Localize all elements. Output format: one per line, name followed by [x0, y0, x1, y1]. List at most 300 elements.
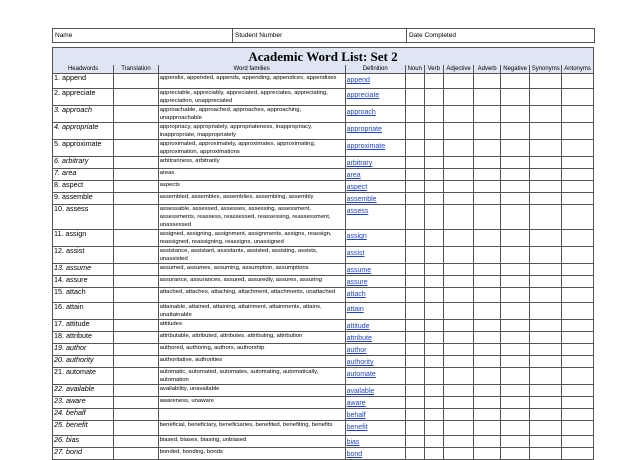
- negative-cell[interactable]: [500, 320, 530, 332]
- adjective-cell[interactable]: [443, 181, 474, 193]
- synonyms-cell[interactable]: [530, 123, 562, 140]
- translation-cell[interactable]: [114, 288, 158, 303]
- definition-link[interactable]: available: [346, 388, 375, 395]
- definition-cell: [345, 230, 405, 247]
- antonyms-cell[interactable]: [562, 276, 594, 288]
- noun-cell[interactable]: [405, 344, 424, 356]
- translation-cell[interactable]: [114, 89, 158, 106]
- translation-cell[interactable]: [114, 205, 158, 230]
- column-header-adjective: Adjective: [443, 65, 474, 74]
- definition-link[interactable]: assume: [346, 267, 372, 274]
- verb-cell[interactable]: [424, 385, 443, 397]
- antonyms-cell[interactable]: [562, 397, 594, 409]
- negative-cell[interactable]: [500, 205, 530, 230]
- negative-cell[interactable]: [500, 264, 530, 276]
- definition-link[interactable]: appreciate: [346, 92, 380, 99]
- noun-cell[interactable]: [405, 356, 424, 368]
- noun-cell[interactable]: [405, 409, 424, 421]
- synonyms-cell[interactable]: [530, 356, 562, 368]
- adjective-cell[interactable]: [443, 409, 474, 421]
- translation-cell[interactable]: [114, 332, 158, 344]
- column-header-word-families: Word families: [158, 65, 345, 74]
- verb-cell[interactable]: [424, 247, 443, 264]
- definition-link[interactable]: attach: [346, 291, 366, 298]
- adjective-cell[interactable]: [443, 368, 474, 385]
- adverb-cell[interactable]: [474, 181, 500, 193]
- synonyms-cell[interactable]: [530, 89, 562, 106]
- column-header-negative: Negative: [500, 65, 530, 74]
- column-header-antonyms: Antonyms: [562, 65, 594, 74]
- verb-cell[interactable]: [424, 169, 443, 181]
- definition-link[interactable]: append: [346, 77, 370, 84]
- negative-cell[interactable]: [500, 276, 530, 288]
- negative-cell[interactable]: [500, 106, 530, 123]
- word-families-cell: authored, authoring, authors, authorship: [158, 344, 345, 356]
- adjective-cell[interactable]: [443, 276, 474, 288]
- verb-cell[interactable]: [424, 332, 443, 344]
- definition-link[interactable]: attain: [346, 306, 364, 313]
- definition-cell: [345, 276, 405, 288]
- verb-cell[interactable]: [424, 288, 443, 303]
- noun-cell[interactable]: [405, 264, 424, 276]
- translation-cell[interactable]: [114, 181, 158, 193]
- adverb-cell[interactable]: [474, 205, 500, 230]
- translation-cell[interactable]: [114, 409, 158, 421]
- adjective-cell[interactable]: [443, 436, 474, 448]
- antonyms-cell[interactable]: [562, 409, 594, 421]
- verb-cell[interactable]: [424, 205, 443, 230]
- noun-cell[interactable]: [405, 205, 424, 230]
- noun-cell[interactable]: [405, 247, 424, 264]
- headword-cell: 1. append: [53, 74, 114, 89]
- noun-cell[interactable]: [405, 332, 424, 344]
- headword-cell: 15. attach: [53, 288, 114, 303]
- synonyms-cell[interactable]: [530, 288, 562, 303]
- noun-cell[interactable]: [405, 106, 424, 123]
- synonyms-cell[interactable]: [530, 264, 562, 276]
- synonyms-cell[interactable]: [530, 181, 562, 193]
- antonyms-cell[interactable]: [562, 368, 594, 385]
- definition-link[interactable]: area: [346, 172, 361, 179]
- negative-cell[interactable]: [500, 157, 530, 169]
- word-families-cell: approachable, approached, approaches, approaching, unapproachable: [158, 106, 345, 123]
- verb-cell[interactable]: [424, 123, 443, 140]
- definition-cell: [345, 320, 405, 332]
- antonyms-cell[interactable]: [562, 157, 594, 169]
- negative-cell[interactable]: [500, 421, 530, 436]
- negative-cell[interactable]: [500, 288, 530, 303]
- adverb-cell[interactable]: [474, 448, 500, 460]
- word-families-cell: assumed, assumes, assuming, assumption, assumptions: [158, 264, 345, 276]
- synonyms-cell[interactable]: [530, 409, 562, 421]
- antonyms-cell[interactable]: [562, 89, 594, 106]
- adjective-cell[interactable]: [443, 123, 474, 140]
- headword-cell: 16. attain: [53, 303, 114, 320]
- word-families-cell: areas: [158, 169, 345, 181]
- date-completed-field[interactable]: Date Completed: [407, 29, 595, 43]
- verb-cell[interactable]: [424, 320, 443, 332]
- noun-cell[interactable]: [405, 320, 424, 332]
- adverb-cell[interactable]: [474, 288, 500, 303]
- definition-link[interactable]: bond: [346, 451, 363, 458]
- word-families-cell: assessable, assessed, assesses, assessing, assessment, assessments, reassess, reassessed, reassessing, reassessment, unassessed: [158, 205, 345, 230]
- page-title: Academic Word List: Set 2: [53, 48, 594, 66]
- adjective-cell[interactable]: [443, 421, 474, 436]
- noun-cell[interactable]: [405, 397, 424, 409]
- adverb-cell[interactable]: [474, 344, 500, 356]
- antonyms-cell[interactable]: [562, 106, 594, 123]
- adverb-cell[interactable]: [474, 169, 500, 181]
- adverb-cell[interactable]: [474, 385, 500, 397]
- negative-cell[interactable]: [500, 169, 530, 181]
- table-row: [53, 448, 594, 460]
- adverb-cell[interactable]: [474, 276, 500, 288]
- adjective-cell[interactable]: [443, 74, 474, 89]
- antonyms-cell[interactable]: [562, 264, 594, 276]
- antonyms-cell[interactable]: [562, 421, 594, 436]
- table-row: [53, 368, 594, 385]
- verb-cell[interactable]: [424, 74, 443, 89]
- verb-cell[interactable]: [424, 303, 443, 320]
- column-header-noun: Noun: [405, 65, 424, 74]
- table-row: [53, 123, 594, 140]
- name-field[interactable]: Name: [53, 29, 233, 43]
- antonyms-cell[interactable]: [562, 205, 594, 230]
- definition-link[interactable]: assist: [346, 250, 365, 257]
- noun-cell[interactable]: [405, 193, 424, 205]
- word-families-cell: attitudes: [158, 320, 345, 332]
- word-families-cell: authoritative, authorities: [158, 356, 345, 368]
- noun-cell[interactable]: [405, 276, 424, 288]
- adjective-cell[interactable]: [443, 193, 474, 205]
- synonyms-cell[interactable]: [530, 247, 562, 264]
- synonyms-cell[interactable]: [530, 385, 562, 397]
- table-row: [53, 288, 594, 303]
- definition-cell: [345, 205, 405, 230]
- verb-cell[interactable]: [424, 368, 443, 385]
- translation-cell[interactable]: [114, 320, 158, 332]
- adverb-cell[interactable]: [474, 230, 500, 247]
- worksheet: [52, 28, 594, 460]
- noun-cell[interactable]: [405, 181, 424, 193]
- word-families-cell: assurance, assurances, assured, assuredly, assures, assuring: [158, 276, 345, 288]
- adverb-cell[interactable]: [474, 303, 500, 320]
- negative-cell[interactable]: [500, 385, 530, 397]
- table-row: [53, 276, 594, 288]
- adjective-cell[interactable]: [443, 397, 474, 409]
- column-header-definition: Definition: [345, 65, 405, 74]
- adjective-cell[interactable]: [443, 140, 474, 157]
- definition-link[interactable]: author: [346, 347, 367, 354]
- negative-cell[interactable]: [500, 230, 530, 247]
- adverb-cell[interactable]: [474, 123, 500, 140]
- translation-cell[interactable]: [114, 247, 158, 264]
- translation-cell[interactable]: [114, 344, 158, 356]
- column-header-verb: Verb: [424, 65, 443, 74]
- definition-link[interactable]: assess: [346, 208, 369, 215]
- noun-cell[interactable]: [405, 89, 424, 106]
- translation-cell[interactable]: [114, 303, 158, 320]
- table-row: [53, 385, 594, 397]
- negative-cell[interactable]: [500, 344, 530, 356]
- negative-cell[interactable]: [500, 181, 530, 193]
- definition-link[interactable]: attitude: [346, 323, 370, 330]
- definition-link[interactable]: assemble: [346, 196, 377, 203]
- negative-cell[interactable]: [500, 193, 530, 205]
- synonyms-cell[interactable]: [530, 193, 562, 205]
- definition-link[interactable]: appropriate: [346, 126, 383, 133]
- noun-cell[interactable]: [405, 157, 424, 169]
- verb-cell[interactable]: [424, 181, 443, 193]
- antonyms-cell[interactable]: [562, 303, 594, 320]
- antonyms-cell[interactable]: [562, 247, 594, 264]
- definition-link[interactable]: assign: [346, 233, 367, 240]
- word-families-cell: availability, unavailable: [158, 385, 345, 397]
- synonyms-cell[interactable]: [530, 448, 562, 460]
- translation-cell[interactable]: [114, 169, 158, 181]
- translation-cell[interactable]: [114, 264, 158, 276]
- antonyms-cell[interactable]: [562, 169, 594, 181]
- verb-cell[interactable]: [424, 157, 443, 169]
- antonyms-cell[interactable]: [562, 320, 594, 332]
- translation-cell[interactable]: [114, 356, 158, 368]
- adjective-cell[interactable]: [443, 344, 474, 356]
- adverb-cell[interactable]: [474, 436, 500, 448]
- noun-cell[interactable]: [405, 140, 424, 157]
- headword-cell: 9. assemble: [53, 193, 114, 205]
- definition-link[interactable]: automate: [346, 371, 376, 378]
- adverb-cell[interactable]: [474, 106, 500, 123]
- translation-cell[interactable]: [114, 230, 158, 247]
- adjective-cell[interactable]: [443, 332, 474, 344]
- adverb-cell[interactable]: [474, 89, 500, 106]
- adverb-cell[interactable]: [474, 193, 500, 205]
- antonyms-cell[interactable]: [562, 230, 594, 247]
- word-families-cell: automatic, automated, automates, automating, automatically, automation: [158, 368, 345, 385]
- translation-cell[interactable]: [114, 74, 158, 89]
- noun-cell[interactable]: [405, 123, 424, 140]
- synonyms-cell[interactable]: [530, 205, 562, 230]
- synonyms-cell[interactable]: [530, 421, 562, 436]
- synonyms-cell[interactable]: [530, 157, 562, 169]
- adverb-cell[interactable]: [474, 264, 500, 276]
- negative-cell[interactable]: [500, 436, 530, 448]
- definition-cell: [345, 193, 405, 205]
- synonyms-cell[interactable]: [530, 368, 562, 385]
- verb-cell[interactable]: [424, 356, 443, 368]
- noun-cell[interactable]: [405, 448, 424, 460]
- definition-link[interactable]: attribute: [346, 335, 372, 342]
- translation-cell[interactable]: [114, 123, 158, 140]
- definition-cell: [345, 356, 405, 368]
- adjective-cell[interactable]: [443, 356, 474, 368]
- antonyms-cell[interactable]: [562, 356, 594, 368]
- verb-cell[interactable]: [424, 436, 443, 448]
- adjective-cell[interactable]: [443, 385, 474, 397]
- negative-cell[interactable]: [500, 368, 530, 385]
- synonyms-cell[interactable]: [530, 344, 562, 356]
- definition-link[interactable]: approximate: [346, 143, 386, 150]
- adjective-cell[interactable]: [443, 320, 474, 332]
- noun-cell[interactable]: [405, 436, 424, 448]
- adverb-cell[interactable]: [474, 356, 500, 368]
- adjective-cell[interactable]: [443, 169, 474, 181]
- verb-cell[interactable]: [424, 230, 443, 247]
- word-families-cell: bonded, bonding, bonds: [158, 448, 345, 460]
- translation-cell[interactable]: [114, 106, 158, 123]
- negative-cell[interactable]: [500, 397, 530, 409]
- table-row: [53, 344, 594, 356]
- adjective-cell[interactable]: [443, 303, 474, 320]
- adverb-cell[interactable]: [474, 74, 500, 89]
- verb-cell[interactable]: [424, 193, 443, 205]
- word-families-cell: attainable, attained, attaining, attainment, attainments, attains, unattainable: [158, 303, 345, 320]
- translation-cell[interactable]: [114, 157, 158, 169]
- adjective-cell[interactable]: [443, 106, 474, 123]
- noun-cell[interactable]: [405, 421, 424, 436]
- synonyms-cell[interactable]: [530, 74, 562, 89]
- synonyms-cell[interactable]: [530, 303, 562, 320]
- negative-cell[interactable]: [500, 123, 530, 140]
- adverb-cell[interactable]: [474, 368, 500, 385]
- synonyms-cell[interactable]: [530, 276, 562, 288]
- antonyms-cell[interactable]: [562, 123, 594, 140]
- definition-link[interactable]: behalf: [346, 412, 366, 419]
- noun-cell[interactable]: [405, 169, 424, 181]
- word-families-cell: attached, attaches, attaching, attachment, attachments, unattached: [158, 288, 345, 303]
- synonyms-cell[interactable]: [530, 140, 562, 157]
- negative-cell[interactable]: [500, 448, 530, 460]
- definition-link[interactable]: bias: [346, 439, 360, 446]
- adverb-cell[interactable]: [474, 320, 500, 332]
- verb-cell[interactable]: [424, 106, 443, 123]
- translation-cell[interactable]: [114, 193, 158, 205]
- adjective-cell[interactable]: [443, 205, 474, 230]
- word-families-cell: assistance, assistant, assistants, assisted, assisting, assists, unassisted: [158, 247, 345, 264]
- adverb-cell[interactable]: [474, 140, 500, 157]
- noun-cell[interactable]: [405, 303, 424, 320]
- antonyms-cell[interactable]: [562, 448, 594, 460]
- synonyms-cell[interactable]: [530, 320, 562, 332]
- negative-cell[interactable]: [500, 74, 530, 89]
- definition-link[interactable]: authority: [346, 359, 374, 366]
- synonyms-cell[interactable]: [530, 106, 562, 123]
- translation-cell[interactable]: [114, 276, 158, 288]
- translation-cell[interactable]: [114, 397, 158, 409]
- negative-cell[interactable]: [500, 332, 530, 344]
- verb-cell[interactable]: [424, 140, 443, 157]
- definition-link[interactable]: arbitrary: [346, 160, 373, 167]
- noun-cell[interactable]: [405, 230, 424, 247]
- definition-link[interactable]: aware: [346, 400, 366, 407]
- headword-cell: 10. assess: [53, 205, 114, 230]
- definition-link[interactable]: assure: [346, 279, 368, 286]
- synonyms-cell[interactable]: [530, 332, 562, 344]
- antonyms-cell[interactable]: [562, 332, 594, 344]
- translation-cell[interactable]: [114, 385, 158, 397]
- table-row: [53, 140, 594, 157]
- verb-cell[interactable]: [424, 89, 443, 106]
- antonyms-cell[interactable]: [562, 181, 594, 193]
- word-families-cell: appendix, appended, appends, appending, appendices, appendixes: [158, 74, 345, 89]
- negative-cell[interactable]: [500, 356, 530, 368]
- definition-cell: [345, 264, 405, 276]
- antonyms-cell[interactable]: [562, 193, 594, 205]
- adjective-cell[interactable]: [443, 448, 474, 460]
- definition-cell: [345, 344, 405, 356]
- definition-link[interactable]: benefit: [346, 424, 368, 431]
- negative-cell[interactable]: [500, 247, 530, 264]
- verb-cell[interactable]: [424, 264, 443, 276]
- headword-cell: 13. assume: [53, 264, 114, 276]
- translation-cell[interactable]: [114, 448, 158, 460]
- antonyms-cell[interactable]: [562, 344, 594, 356]
- adverb-cell[interactable]: [474, 157, 500, 169]
- antonyms-cell[interactable]: [562, 436, 594, 448]
- verb-cell[interactable]: [424, 409, 443, 421]
- verb-cell[interactable]: [424, 276, 443, 288]
- column-header-adverb: Adverb: [474, 65, 500, 74]
- synonyms-cell[interactable]: [530, 436, 562, 448]
- antonyms-cell[interactable]: [562, 288, 594, 303]
- noun-cell[interactable]: [405, 288, 424, 303]
- adjective-cell[interactable]: [443, 247, 474, 264]
- adjective-cell[interactable]: [443, 230, 474, 247]
- synonyms-cell[interactable]: [530, 169, 562, 181]
- adjective-cell[interactable]: [443, 157, 474, 169]
- noun-cell[interactable]: [405, 385, 424, 397]
- adjective-cell[interactable]: [443, 264, 474, 276]
- student-number-field[interactable]: Student Number: [233, 29, 407, 43]
- synonyms-cell[interactable]: [530, 397, 562, 409]
- antonyms-cell[interactable]: [562, 385, 594, 397]
- adverb-cell[interactable]: [474, 397, 500, 409]
- translation-cell[interactable]: [114, 140, 158, 157]
- translation-cell[interactable]: [114, 436, 158, 448]
- negative-cell[interactable]: [500, 303, 530, 320]
- definition-cell: [345, 123, 405, 140]
- definition-cell: [345, 368, 405, 385]
- adverb-cell[interactable]: [474, 409, 500, 421]
- negative-cell[interactable]: [500, 89, 530, 106]
- definition-link[interactable]: approach: [346, 109, 376, 116]
- definition-link[interactable]: aspect: [346, 184, 368, 191]
- headword-cell: 6. arbitrary: [53, 157, 114, 169]
- noun-cell[interactable]: [405, 74, 424, 89]
- verb-cell[interactable]: [424, 448, 443, 460]
- noun-cell[interactable]: [405, 368, 424, 385]
- headword-cell: 21. automate: [53, 368, 114, 385]
- headword-cell: 23. aware: [53, 397, 114, 409]
- headword-cell: 19. author: [53, 344, 114, 356]
- negative-cell[interactable]: [500, 409, 530, 421]
- translation-cell[interactable]: [114, 421, 158, 436]
- verb-cell[interactable]: [424, 421, 443, 436]
- adverb-cell[interactable]: [474, 421, 500, 436]
- synonyms-cell[interactable]: [530, 230, 562, 247]
- verb-cell[interactable]: [424, 397, 443, 409]
- negative-cell[interactable]: [500, 140, 530, 157]
- adverb-cell[interactable]: [474, 247, 500, 264]
- adjective-cell[interactable]: [443, 89, 474, 106]
- verb-cell[interactable]: [424, 344, 443, 356]
- translation-cell[interactable]: [114, 368, 158, 385]
- adjective-cell[interactable]: [443, 288, 474, 303]
- antonyms-cell[interactable]: [562, 74, 594, 89]
- headword-cell: 4. appropriate: [53, 123, 114, 140]
- adverb-cell[interactable]: [474, 332, 500, 344]
- antonyms-cell[interactable]: [562, 140, 594, 157]
